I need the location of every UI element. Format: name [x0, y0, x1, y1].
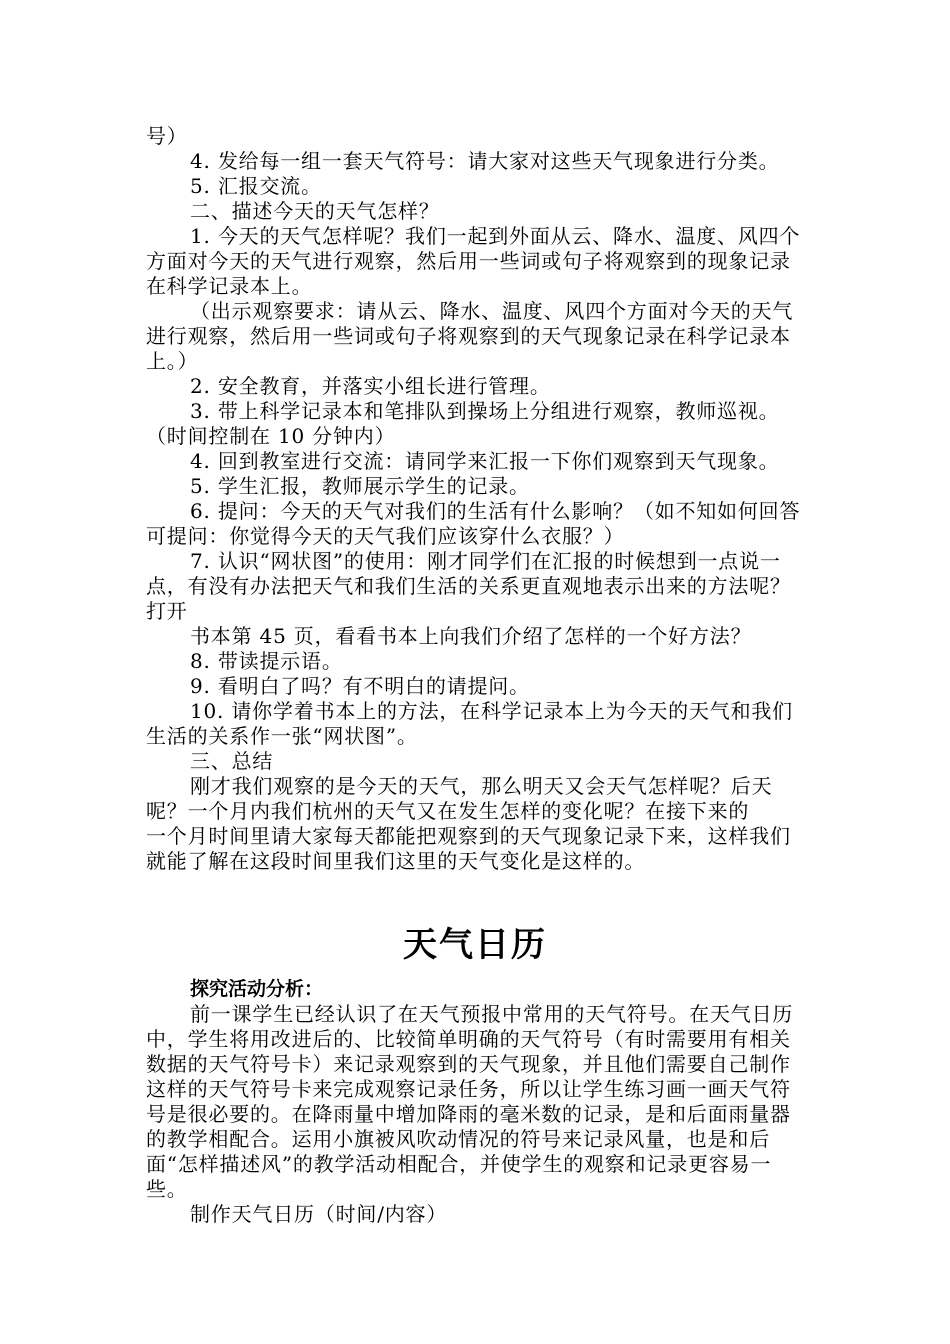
step-student-report: 5. 学生汇报，教师展示学生的记录。: [190, 474, 530, 498]
analysis-paragraph: 前一课学生已经认识了在天气预报中常用的天气符号。在天气日历中，学生将用改进后的、比较简单明确的天气符号（有时需要用有相关数据的天气符号卡）来记录观察到的天气现象，并且他们需要自己制作这样的天气符号卡来完成观察记录任务，所以让学生练习画一画天气符号是很必要的。在降雨量中增加降雨的毫米数的记录，是和后面雨量器的教学相配合。运用小旗被风吹动情况的符号来记录风量，也是和后面“怎样描述风”的教学活动相配合，并使学生的观察和记录更容易一些。: [146, 1002, 794, 1201]
step-make-web-diagram: 10. 请你学着书本上的方法，在科学记录本上为今天的天气和我们生活的关系作一张“网状图”。: [146, 699, 793, 748]
paragraph-continuation: 号）: [146, 124, 188, 148]
summary-line-1: 刚才我们观察的是今天的天气，那么明天又会天气怎样呢？后天: [190, 774, 773, 798]
step-ask-questions: 9. 看明白了吗？有不明白的请提问。: [190, 674, 530, 698]
observation-requirement: （出示观察要求：请从云、降水、温度、风四个方面对今天的天气进行观察，然后用一些词或句子将观察到的天气现象记录在科学记录本上。）: [146, 299, 794, 373]
section-heading-3: 三、总结: [190, 749, 274, 773]
step-report: 5. 汇报交流。: [190, 174, 322, 198]
summary-line-2: 呢？一个月内我们杭州的天气又在发生怎样的变化呢？在接下来的: [146, 799, 750, 823]
make-calendar-line: 制作天气日历（时间/内容）: [190, 1202, 448, 1226]
analysis-subhead: 探究活动分析：: [190, 978, 324, 1000]
step-observe-weather: 1. 今天的天气怎样呢？我们一起到外面从云、降水、温度、风四个方面对今天的天气进行观察，然后用一些词或句子将观察到的现象记录在科学记录本上。: [146, 224, 801, 298]
book-page-instruction: 书本第 45 页，看看书本上向我们介绍了怎样的一个好方法？: [190, 624, 752, 648]
summary-line-3: 一个月时间里请大家每天都能把观察到的天气现象记录下来，这样我们就能了解在这段时间里我们这里的天气变化是这样的。: [146, 824, 791, 873]
step-web-diagram: 7. 认识“网状图”的使用：刚才同学们在汇报的时候想到一点说一点，有没有办法把天气和我们生活的关系更直观地表示出来的方法呢？打开: [146, 549, 791, 623]
section-heading-2: 二、描述今天的天气怎样？: [190, 199, 440, 223]
time-limit-note: （时间控制在 10 分钟内）: [146, 424, 396, 448]
step-return-classroom: 4. 回到教室进行交流：请同学来汇报一下你们观察到天气现象。: [190, 449, 780, 473]
step-safety: 2. 安全教育，并落实小组长进行管理。: [190, 374, 551, 398]
step-question: 6. 提问：今天的天气对我们的生活有什么影响？（如不知如何回答可提问：你觉得今天的天气我们应该穿什么衣服？）: [146, 499, 801, 548]
step-distribute-symbols: 4. 发给每一组一套天气符号：请大家对这些天气现象进行分类。: [190, 149, 780, 173]
step-go-outside: 3. 带上科学记录本和笔排队到操场上分组进行观察，教师巡视。: [190, 399, 780, 423]
step-read-prompts: 8. 带读提示语。: [190, 649, 343, 673]
page-title: 天气日历: [403, 925, 547, 965]
